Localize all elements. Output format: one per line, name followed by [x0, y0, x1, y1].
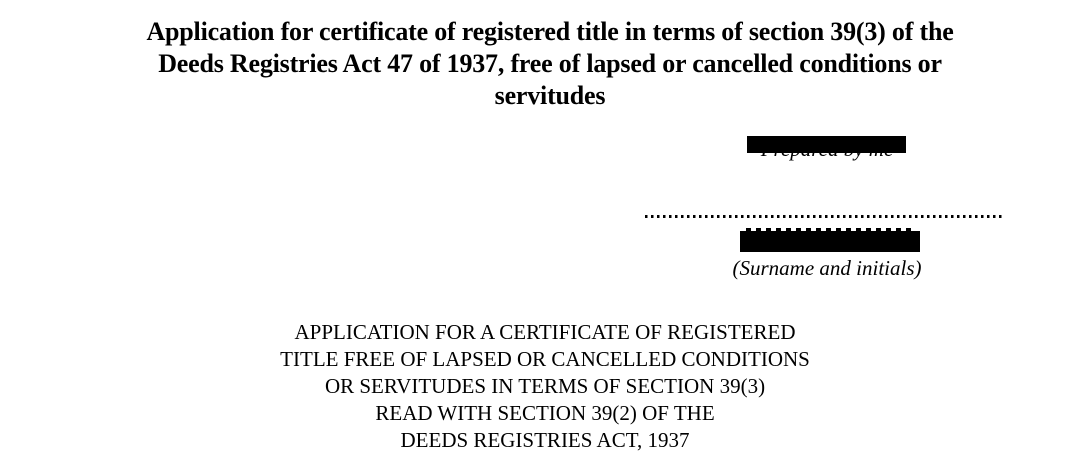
document-title-line-3: servitudes	[494, 81, 606, 110]
document-title-line-2: Deeds Registries Act 47 of 1937, free of lapsed or cancelled conditions or	[158, 49, 942, 78]
application-heading-line-5: DEEDS REGISTRIES ACT, 1937	[400, 428, 690, 452]
signature-dotted-line	[645, 215, 1005, 218]
application-heading-line-4: READ WITH SECTION 39(2) OF THE	[375, 401, 715, 425]
document-title-line-1: Application for certificate of registered title in terms of section 39(3) of the	[146, 17, 954, 46]
application-heading-line-3: OR SERVITUDES IN TERMS OF SECTION 39(3)	[324, 374, 766, 398]
surname-initials-caption: (Surname and initials)	[732, 256, 922, 280]
redaction-bar-prepared-by	[747, 136, 906, 153]
application-heading-line-2: TITLE FREE OF LAPSED OR CANCELLED CONDITIONS	[280, 347, 810, 371]
document-title	[50, 16, 1050, 112]
redaction-bar-surname	[740, 231, 920, 252]
application-heading-line-1: APPLICATION FOR A CERTIFICATE OF REGISTERED	[294, 320, 796, 344]
application-heading	[45, 319, 1045, 454]
